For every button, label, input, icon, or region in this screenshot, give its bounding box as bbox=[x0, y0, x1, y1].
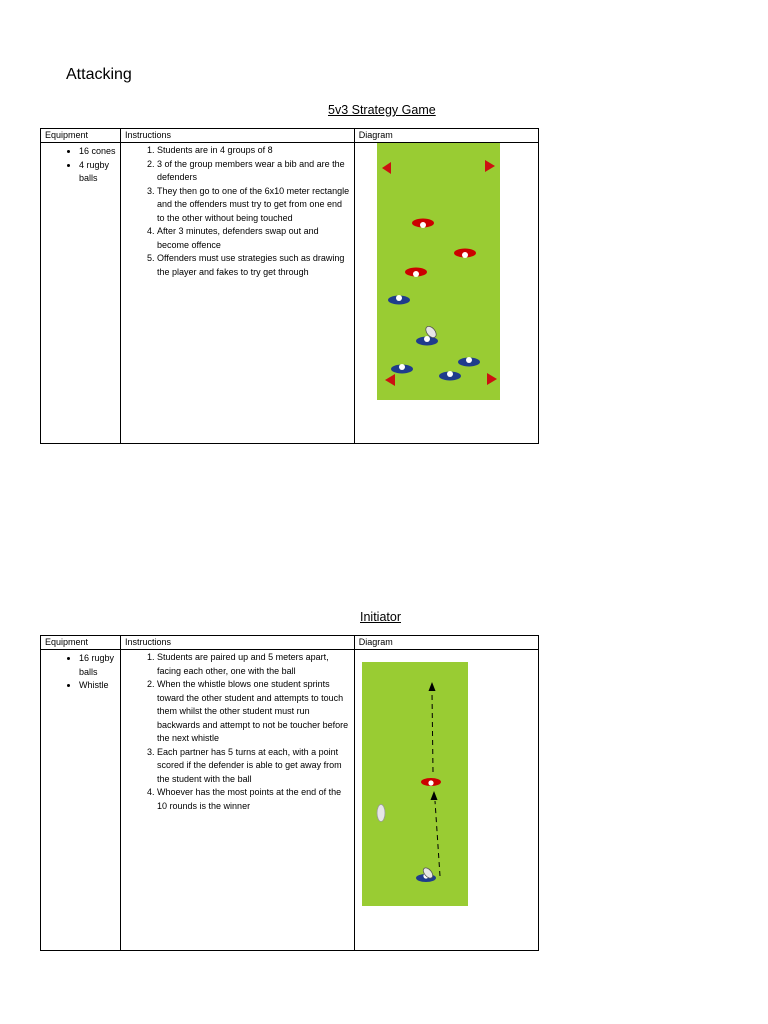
section-title-5v3: 5v3 Strategy Game bbox=[328, 103, 436, 117]
page-heading: Attacking bbox=[66, 66, 132, 83]
equipment-item: • 16 rugby balls bbox=[79, 652, 116, 679]
equipment-cell bbox=[41, 650, 121, 951]
equipment-list bbox=[45, 145, 116, 186]
equipment-item: • Whistle bbox=[79, 679, 116, 693]
instruction-step: 1. Students are in 4 groups of 8 bbox=[157, 144, 350, 158]
field-diagram-initiator bbox=[362, 662, 468, 906]
equipment-item: • 16 cones bbox=[79, 145, 116, 159]
diagram-header: Diagram bbox=[354, 129, 538, 143]
instruction-step: 2. 3 of the group members wear a bib and are the defenders bbox=[157, 158, 350, 185]
equipment-cell bbox=[41, 143, 121, 444]
instruction-step: 3. They then go to one of the 6x10 meter rectangle and the offenders must try to get from one end to the other without being touched bbox=[157, 185, 350, 226]
instruction-step: 2. When the whistle blows one student sprints toward the other student and attempts to touch them whilst the other student must run backwards and attempt to not be toucher before the next whistle bbox=[157, 678, 350, 746]
instructions-list bbox=[125, 144, 350, 279]
table-header-row bbox=[41, 636, 539, 650]
instruction-step: 4. Whoever has the most points at the end of the 10 rounds is the winner bbox=[157, 786, 350, 813]
defender-marker-icon bbox=[421, 778, 441, 786]
equipment-header: Equipment bbox=[41, 129, 121, 143]
diagram-header: Diagram bbox=[354, 636, 538, 650]
section-title-initiator: Initiator bbox=[360, 610, 401, 624]
instructions-list bbox=[125, 651, 350, 813]
instructions-cell bbox=[121, 143, 355, 444]
instructions-header: Instructions bbox=[121, 636, 355, 650]
instruction-step: 1. Students are paired up and 5 meters apart, facing each other, one with the ball bbox=[157, 651, 350, 678]
rugby-ball-icon bbox=[377, 805, 385, 822]
grass-field bbox=[362, 662, 468, 906]
equipment-item: • 4 rugby balls bbox=[79, 159, 116, 186]
instructions-header: Instructions bbox=[121, 129, 355, 143]
equipment-header: Equipment bbox=[41, 636, 121, 650]
instruction-step: 3. Each partner has 5 turns at each, with a point scored if the defender is able to get away from the student with the ball bbox=[157, 746, 350, 787]
instructions-cell bbox=[121, 650, 355, 951]
instruction-step: 5. Offenders must use strategies such as drawing the player and fakes to try get through bbox=[157, 252, 350, 279]
grass-field bbox=[377, 143, 500, 400]
instruction-step: 4. After 3 minutes, defenders swap out and become offence bbox=[157, 225, 350, 252]
table-header-row bbox=[41, 129, 539, 143]
equipment-list bbox=[45, 652, 116, 693]
field-diagram-5v3 bbox=[377, 143, 500, 400]
